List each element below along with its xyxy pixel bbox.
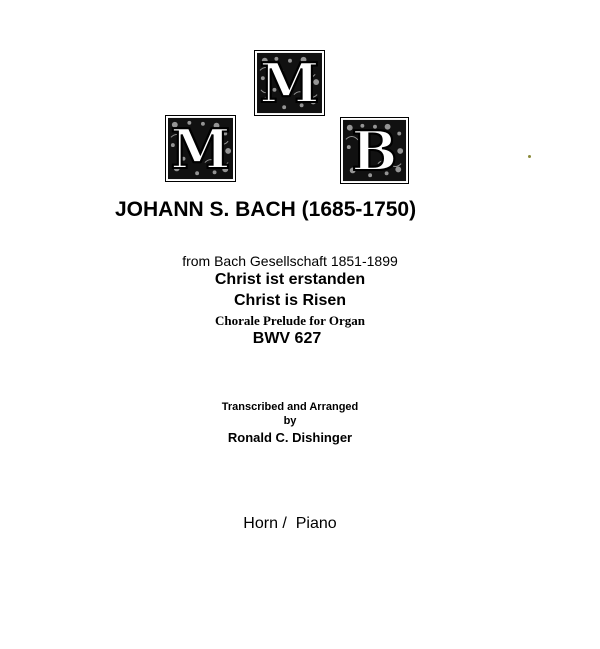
instrumentation: Horn / Piano xyxy=(243,515,337,532)
mmb-logo-m-top xyxy=(254,50,325,116)
speck xyxy=(528,155,531,158)
mmb-logo-b-right xyxy=(340,117,409,184)
mmb-logo-m-left xyxy=(165,115,236,182)
subtitle: Chorale Prelude for Organ xyxy=(214,313,366,328)
credit-line: Transcribed and Arranged xyxy=(221,401,359,413)
source-line: from Bach Gesellschaft 1851-1899 xyxy=(182,253,398,269)
logo-letter: M xyxy=(259,51,320,115)
catalog-number: BWV 627 xyxy=(252,330,322,347)
title-english: Christ is Risen xyxy=(233,292,347,309)
title-german: Christ ist erstanden xyxy=(214,271,366,288)
credit-by: by xyxy=(283,415,297,427)
logo-letter: B xyxy=(351,118,398,183)
arranger-name: Ronald C. Dishinger xyxy=(227,430,353,445)
composer-heading: JOHANN S. BACH (1685-1750) xyxy=(115,198,417,221)
logo-letter: M xyxy=(170,116,231,181)
